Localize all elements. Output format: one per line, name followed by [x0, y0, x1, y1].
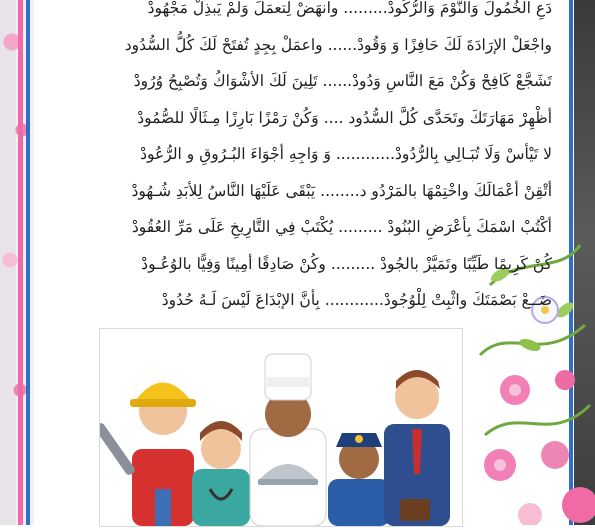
chef-icon — [250, 354, 326, 526]
poem-line: واجْعَلْ الإرَادَةَ لَكَ حَافِزًا وَ وَقُودْ...... واعمَلْ بِجِدٍ تُفتَحْ لَكَ كُلُّ السُّدُود — [124, 35, 552, 54]
construction-worker-icon — [100, 383, 196, 527]
police-officer-icon — [328, 433, 390, 526]
poem-line: أكْتُبْ اسْمَكَ بِأعْرَضِ البُنُودْ ......... يُكْتَبْ فِي التَّارِيخِ عَلَى مَرِّ العُقُودْ — [131, 218, 552, 236]
poem-line: لا تَيْأسْ وَلَا تُبَـالِي بِالرُّدُودْ............ وَ وَاجِهِ أجْوَاءَ البُـرُوقِ و الرُّعُودْ — [140, 145, 552, 163]
workers-illustration — [99, 328, 463, 527]
left-pink-stripe — [18, 0, 23, 525]
left-blue-rule — [26, 0, 30, 525]
poem-line: ضَــعْ بَصْمَتَكَ واثْبِتْ لِلْوُجُودْ............ بِأنَّ الإبْدَاعَ لَيْسَ لَـهُ حُدُودْ — [161, 291, 552, 309]
poem-line: أظْهِرْ مَهَارَتَكَ وتَحَدَّى كُلَّ السُّدُود .... وَكُنْ رَمْزًا بَارِزًا مِـثَالًا للصُّمُودْ — [137, 108, 552, 127]
businessman-icon — [384, 370, 450, 526]
poem-line: تَشَجَّعْ كَافِحْ وَكُنْ مَعَ النَّاسِ وَدُودْ...... تَلِينَ لَكَ الأشْوَاكُ وَتُصْبِحُ وُرُودْ — [133, 72, 552, 90]
workers-illustration-icon — [100, 329, 462, 526]
poem-text — [40, 0, 552, 319]
poem-line: دَعِ الخُمُولَ وَالنَّوْمَ وَالرُّكُودْ......... وانهَضْ لِتعمَلَ وَلمْ يَبذِلْ مَجْهُودْ — [147, 0, 552, 17]
nurse-icon — [192, 421, 250, 526]
poem-line: كُنْ كَرِيمًا طَيِّبًا وتَمَيَّزْ بالجُودْ ......... وكُنْ صَادِقًا أمِينًا وَفِيًّا بالوُعُـودْ — [141, 254, 552, 273]
poem-line: أتْقِنْ أعْمَالَكَ واخْتِمْهَا بالمَرْدُو د........ يَبْقَى عَلَيْهَا النَّاسُ لِلأبَدِ شُـهُودْ — [131, 181, 552, 200]
